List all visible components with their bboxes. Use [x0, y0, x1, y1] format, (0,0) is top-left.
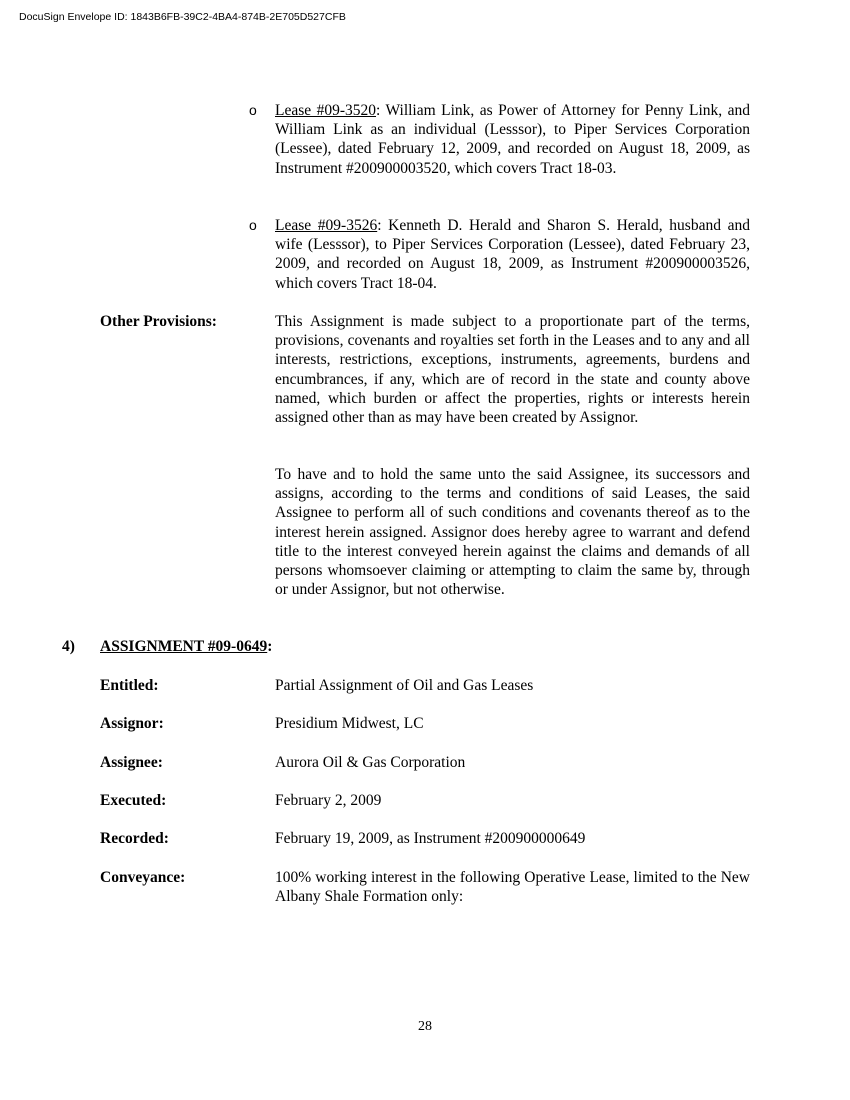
section-title-text: ASSIGNMENT #09-0649	[100, 638, 268, 655]
assignee-label: Assignee:	[100, 754, 163, 771]
entitled-label: Entitled:	[100, 677, 159, 694]
conveyance-label: Conveyance:	[100, 869, 186, 886]
lease-number-1: Lease #09-3520	[275, 102, 377, 119]
executed-label: Executed:	[100, 792, 167, 809]
lease-text-2: : Kenneth D. Herald and Sharon S. Herald, husband and wife (Lesssor), to Piper Services Corporation (Lessee), dated February 23, 2009, and recorded on August 18, 2009, as Instrument #200900003526, which covers Tract 18-04.	[275, 217, 750, 292]
other-provisions-paragraph-2: To have and to hold the same unto the said Assignee, its successors and assigns, according to the terms and conditions of said Leases, the said Assignee to perform all of such conditions and covenants thereof as to the interest herein assigned. Assignor does hereby agree to warrant and defend title to the interest conveyed herein against the claims and demands of all persons whomsoever claiming or attempting to claim the same by, through or under Assignor, but not otherwise.	[275, 466, 750, 599]
lease-entry-2	[275, 216, 750, 293]
lease-number-2: Lease #09-3526	[275, 217, 378, 234]
docusign-envelope-id: DocuSign Envelope ID: 1843B6FB-39C2-4BA4-874B-2E705D527CFB	[19, 11, 346, 23]
assignor-value: Presidium Midwest, LC	[275, 715, 424, 732]
conveyance-value: 100% working interest in the following Operative Lease, limited to the New Albany Shale Formation only:	[275, 869, 750, 906]
assignor-label: Assignor:	[100, 715, 164, 732]
section-number: 4)	[62, 638, 75, 655]
entitled-value: Partial Assignment of Oil and Gas Leases	[275, 677, 534, 694]
section-title	[100, 637, 272, 656]
section-title-colon: :	[267, 638, 273, 655]
executed-value: February 2, 2009	[275, 792, 382, 809]
lease-bullet-2: o	[249, 217, 257, 233]
page-number: 28	[418, 1019, 432, 1034]
assignee-value: Aurora Oil & Gas Corporation	[275, 754, 466, 771]
other-provisions-paragraph-1: This Assignment is made subject to a proportionate part of the terms, provisions, covenants and royalties set forth in the Leases and to any and all interests, restrictions, exceptions, instruments, agreements, burdens and encumbrances, if any, which are of record in the state and county above named, which burden or affect the properties, rights or interests herein assigned other than as may have been created by Assignor.	[275, 313, 750, 427]
recorded-label: Recorded:	[100, 830, 169, 847]
recorded-value: February 19, 2009, as Instrument #200900000649	[275, 830, 586, 847]
other-provisions-label: Other Provisions:	[100, 313, 217, 330]
lease-bullet-1: o	[249, 102, 257, 118]
lease-text-1: : William Link, as Power of Attorney for Penny Link, and William Link as an individual (Lesssor), to Piper Services Corporation (Lessee), dated February 12, 2009, and recorded on August 18, 2009, as Instrument #200900003520, which covers Tract 18-03.	[275, 102, 750, 177]
lease-entry-1	[275, 101, 750, 178]
